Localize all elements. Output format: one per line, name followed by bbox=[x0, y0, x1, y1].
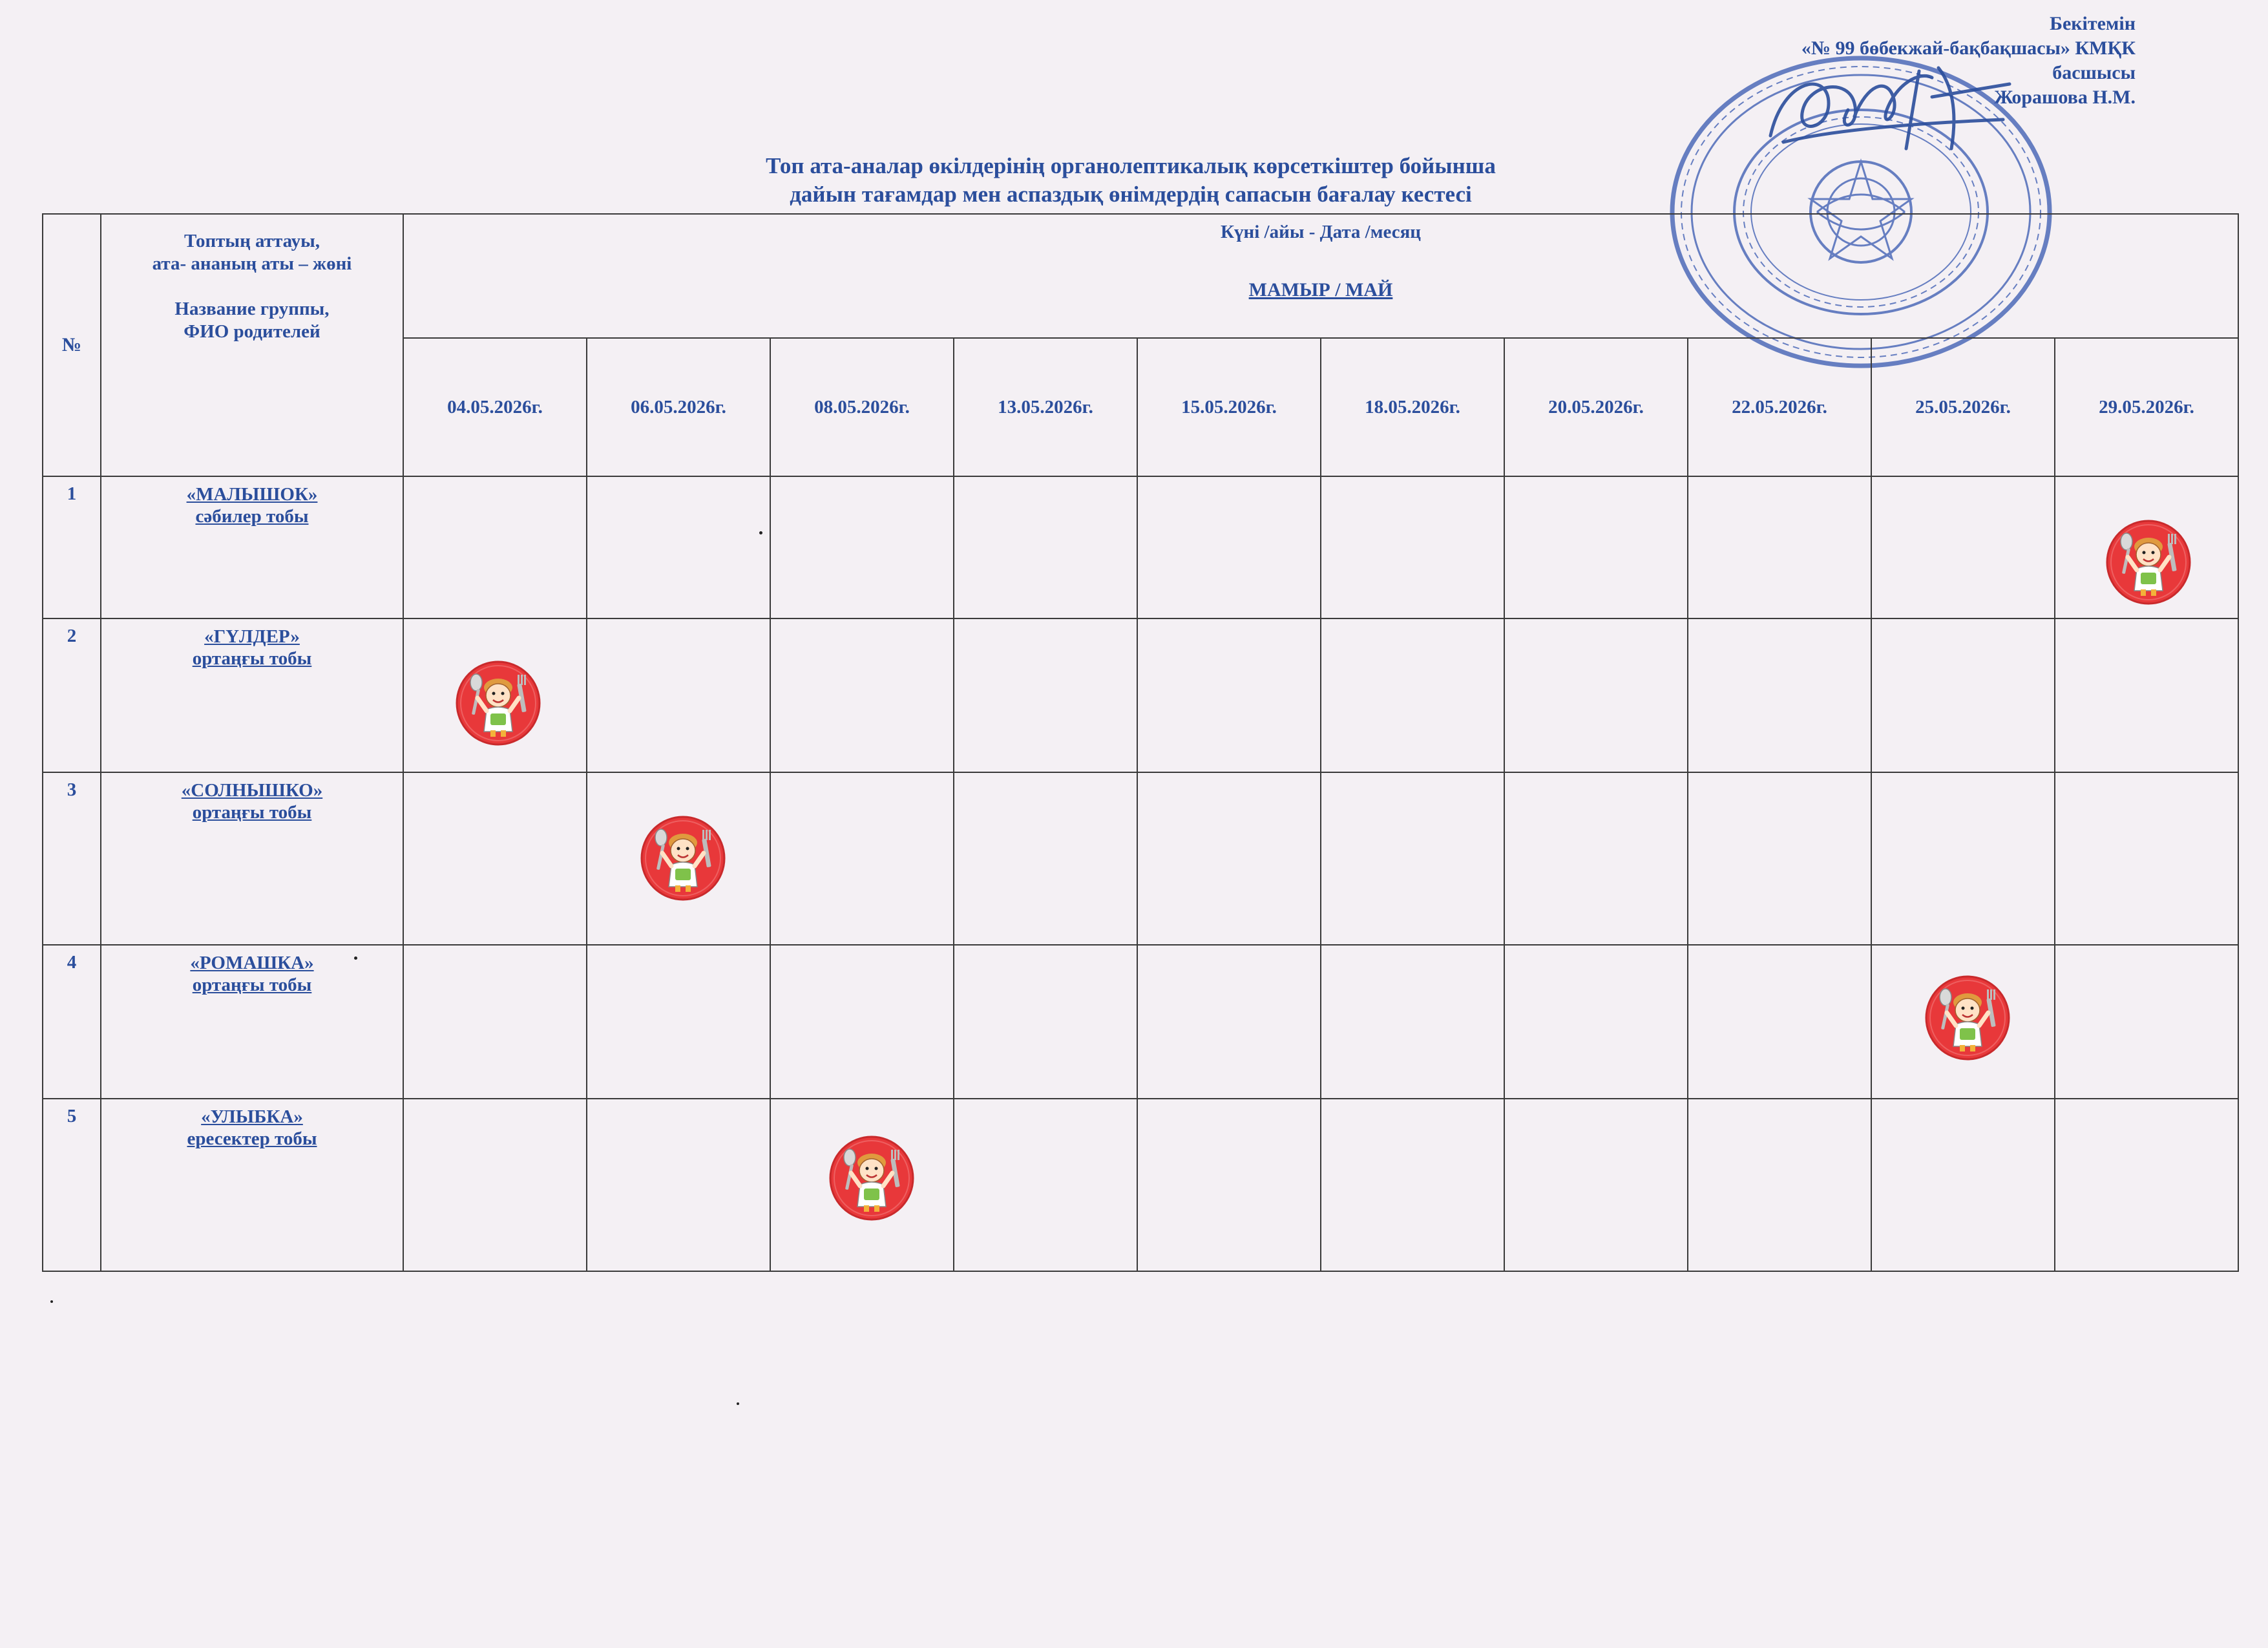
header-month: МАМЫР / МАЙ bbox=[1248, 279, 1393, 301]
date-cell bbox=[2055, 618, 2238, 772]
group-name: «СОЛНЫШКО» bbox=[181, 780, 323, 801]
group-type: ересектер тобы bbox=[187, 1128, 317, 1149]
date-cell bbox=[954, 772, 1137, 945]
date-header-cell: 25.05.2026г. bbox=[1871, 338, 2055, 476]
header-name-line: Топтың аттауы, bbox=[184, 231, 320, 251]
date-cell bbox=[954, 618, 1137, 772]
date-cell bbox=[1871, 772, 2055, 945]
row-number: 2 bbox=[43, 618, 101, 772]
date-cell bbox=[2055, 1099, 2238, 1271]
scan-speck bbox=[354, 956, 357, 960]
date-cell bbox=[1688, 1099, 1871, 1271]
row-number: 3 bbox=[43, 772, 101, 945]
date-cell bbox=[2055, 476, 2238, 618]
date-cell bbox=[1137, 772, 1321, 945]
header-name-line bbox=[101, 275, 403, 298]
date-cell bbox=[1321, 772, 1504, 945]
header-name-line: ата- ананың аты – жөні bbox=[152, 253, 352, 274]
child-with-spoon-sticker-icon bbox=[2105, 518, 2192, 606]
scan-speck bbox=[759, 531, 762, 534]
row-number: 5 bbox=[43, 1099, 101, 1271]
date-cell bbox=[587, 476, 770, 618]
approval-line: Бекітемін bbox=[2050, 13, 2136, 34]
date-cell bbox=[1688, 618, 1871, 772]
group-type: ортаңғы тобы bbox=[192, 648, 312, 669]
child-with-spoon-sticker-icon bbox=[828, 1134, 916, 1222]
group-type: сәбилер тобы bbox=[195, 506, 309, 527]
date-cell bbox=[587, 945, 770, 1099]
date-cell bbox=[770, 945, 954, 1099]
date-cell bbox=[1871, 1099, 2055, 1271]
date-cell bbox=[1504, 476, 1688, 618]
approval-line: Жорашова Н.М. bbox=[1993, 87, 2136, 108]
date-header-cell: 20.05.2026г. bbox=[1504, 338, 1688, 476]
table-row bbox=[43, 476, 2238, 618]
date-header-cell: 18.05.2026г. bbox=[1321, 338, 1504, 476]
date-cell bbox=[770, 476, 954, 618]
date-cell bbox=[587, 772, 770, 945]
scan-speck bbox=[737, 1402, 739, 1405]
group-name: «УЛЫБКА» bbox=[201, 1106, 303, 1127]
title-line-1: Топ ата-аналар өкілдерінің органолептикалық көрсеткіштер бойынша bbox=[766, 153, 1496, 178]
date-cell bbox=[2055, 945, 2238, 1099]
group-name-cell bbox=[101, 945, 403, 1099]
date-cell bbox=[1137, 1099, 1321, 1271]
date-cell bbox=[1688, 772, 1871, 945]
group-name: «МАЛЫШОК» bbox=[186, 484, 318, 505]
group-name-cell bbox=[101, 1099, 403, 1271]
group-type: ортаңғы тобы bbox=[192, 975, 312, 995]
header-group-name bbox=[101, 214, 403, 476]
date-cell bbox=[1871, 476, 2055, 618]
date-cell bbox=[403, 476, 587, 618]
date-cell bbox=[1504, 945, 1688, 1099]
date-cell bbox=[954, 945, 1137, 1099]
date-cell bbox=[954, 476, 1137, 618]
date-cell bbox=[1321, 1099, 1504, 1271]
date-cell bbox=[403, 618, 587, 772]
group-type: ортаңғы тобы bbox=[192, 802, 312, 823]
date-cell bbox=[1321, 476, 1504, 618]
date-cell bbox=[403, 772, 587, 945]
row-number: 4 bbox=[43, 945, 101, 1099]
date-cell bbox=[1137, 945, 1321, 1099]
approval-line: «№ 99 бөбекжай-бақбақшасы» КМҚК bbox=[1801, 37, 2136, 59]
date-cell bbox=[1688, 945, 1871, 1099]
date-cell bbox=[587, 1099, 770, 1271]
date-header-cell: 08.05.2026г. bbox=[770, 338, 954, 476]
date-cell bbox=[1321, 945, 1504, 1099]
date-header-cell: 29.05.2026г. bbox=[2055, 338, 2238, 476]
date-cell bbox=[1137, 476, 1321, 618]
date-cell bbox=[1871, 618, 2055, 772]
date-cell bbox=[770, 618, 954, 772]
date-cell bbox=[1688, 476, 1871, 618]
approval-line: басшысы bbox=[2052, 62, 2136, 83]
date-cell bbox=[1321, 618, 1504, 772]
date-cell bbox=[1137, 618, 1321, 772]
date-cell bbox=[954, 1099, 1137, 1271]
evaluation-table bbox=[42, 213, 2239, 1272]
date-header-cell: 15.05.2026г. bbox=[1137, 338, 1321, 476]
scan-speck bbox=[50, 1300, 53, 1303]
date-cell bbox=[1504, 772, 1688, 945]
date-cell bbox=[403, 945, 587, 1099]
child-with-spoon-sticker-icon bbox=[454, 659, 542, 747]
table-row bbox=[43, 772, 2238, 945]
date-cell bbox=[1504, 1099, 1688, 1271]
table-row bbox=[43, 945, 2238, 1099]
date-cell bbox=[1504, 618, 1688, 772]
group-name-cell bbox=[101, 618, 403, 772]
date-header-cell: 06.05.2026г. bbox=[587, 338, 770, 476]
child-with-spoon-sticker-icon bbox=[639, 814, 727, 902]
date-header-cell: 22.05.2026г. bbox=[1688, 338, 1871, 476]
child-with-spoon-sticker-icon bbox=[1924, 974, 2011, 1062]
signature-icon bbox=[1758, 58, 2016, 155]
date-cell bbox=[1871, 945, 2055, 1099]
date-cell bbox=[587, 618, 770, 772]
date-cell bbox=[403, 1099, 587, 1271]
date-cell bbox=[2055, 772, 2238, 945]
group-name-cell bbox=[101, 476, 403, 618]
header-name-line: ФИО родителей bbox=[184, 321, 320, 342]
date-header-cell: 04.05.2026г. bbox=[403, 338, 587, 476]
document-title bbox=[556, 152, 1706, 209]
group-name: «РОМАШКА» bbox=[190, 953, 314, 973]
table-row bbox=[43, 1099, 2238, 1271]
date-cell bbox=[770, 772, 954, 945]
header-date bbox=[403, 214, 2238, 338]
group-name: «ГҮЛДЕР» bbox=[204, 626, 300, 647]
title-line-2: дайын тағамдар мен аспаздық өнімдердің сапасын бағалау кестесі bbox=[790, 182, 1472, 207]
header-date-label: Күні /айы - Дата /месяц bbox=[1221, 222, 1421, 242]
header-name-line: Название группы, bbox=[174, 299, 330, 319]
date-header-cell: 13.05.2026г. bbox=[954, 338, 1137, 476]
table-row bbox=[43, 618, 2238, 772]
date-cell bbox=[770, 1099, 954, 1271]
header-number: № bbox=[43, 214, 101, 476]
group-name-cell bbox=[101, 772, 403, 945]
row-number: 1 bbox=[43, 476, 101, 618]
